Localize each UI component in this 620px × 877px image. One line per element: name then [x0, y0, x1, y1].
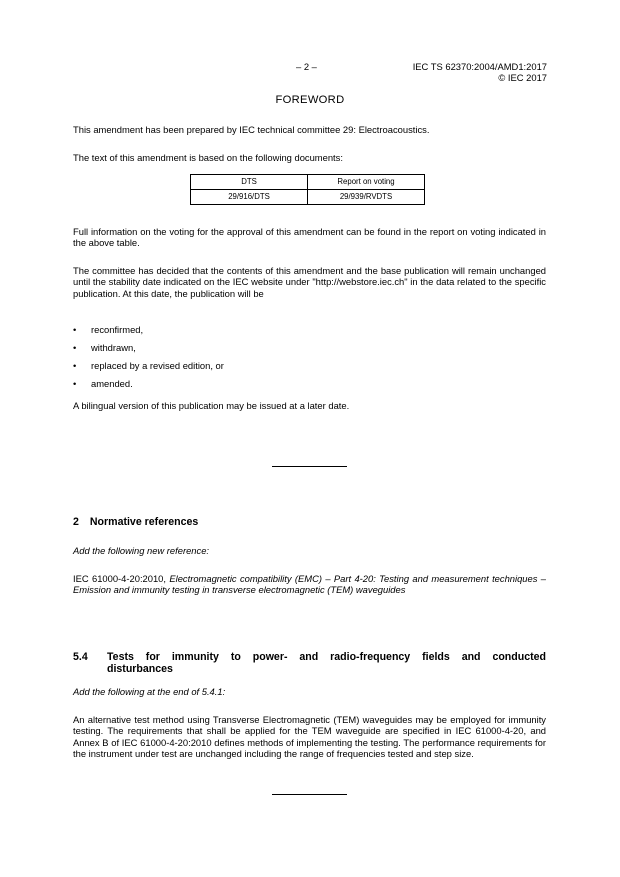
- bullet-icon: •: [73, 360, 77, 371]
- table-cell-report: 29/939/RVDTS: [308, 190, 425, 205]
- document-header: [413, 61, 547, 84]
- page-number: – 2 –: [296, 61, 317, 72]
- foreword-title: FOREWORD: [275, 94, 345, 106]
- section-2-heading: [73, 516, 546, 529]
- voting-info: Full information on the voting for the approval of this amendment can be found in the report on voting indicated in the above table.: [73, 226, 546, 249]
- committee-decision: The committee has decided that the contents of this amendment and the base publication will remain unchanged until the stability date indicated on the IEC website under "http://webstore.iec.ch" in the data related to the specific publication. At this date, the publication will be: [73, 265, 546, 299]
- section-divider: [272, 794, 347, 795]
- section-5-4-number: 5.4: [73, 651, 88, 663]
- section-2-reference: [73, 573, 546, 596]
- reference-title: Electromagnetic compatibility (EMC) – Part 4-20: Testing and measurement techniques – Emission and immunity testing in transverse electromagnetic (TEM) waveguides: [73, 573, 546, 596]
- section-5-4-title-line2: disturbances: [107, 663, 173, 675]
- section-5-4-instruction: Add the following at the end of 5.4.1:: [73, 686, 226, 697]
- copyright: © IEC 2017: [498, 72, 547, 84]
- table-cell-dts: 29/916/DTS: [191, 190, 308, 205]
- table-row: [191, 190, 425, 205]
- table-header-row: [191, 175, 425, 190]
- reference-code: IEC 61000-4-20:2010,: [73, 573, 167, 584]
- list-item-text: reconfirmed,: [91, 324, 144, 335]
- bilingual-note: A bilingual version of this publication may be issued at a later date.: [73, 400, 350, 411]
- section-divider: [272, 466, 347, 467]
- section-5-4-title-line1: Tests for immunity to power- and radio-frequency fields and conducted: [107, 651, 546, 663]
- section-2-instruction: Add the following new reference:: [73, 545, 210, 556]
- documents-intro: The text of this amendment is based on the following documents:: [73, 152, 343, 163]
- table-header-dts: DTS: [191, 175, 308, 190]
- bullet-icon: •: [73, 378, 77, 389]
- section-2-number: 2: [73, 516, 79, 528]
- list-item-text: amended.: [91, 378, 133, 389]
- bullet-icon: •: [73, 324, 77, 335]
- list-item-text: replaced by a revised edition, or: [91, 360, 224, 371]
- list-item-text: withdrawn,: [91, 342, 136, 353]
- foreword-intro: This amendment has been prepared by IEC technical committee 29: Electroacoustics.: [73, 124, 430, 135]
- bullet-icon: •: [73, 342, 77, 353]
- document-id: IEC TS 62370:2004/AMD1:2017: [412, 61, 547, 72]
- section-5-4-body: An alternative test method using Transverse Electromagnetic (TEM) waveguides may be employed for immunity testing. The requirements that shall be applied for the TEM waveguide are specified in IEC 61000-4-20, and Annex B of IEC 61000-4-20:2010 defines methods of implementing the testing. The performance requirements for the instrument under test are unchanged including the range of frequencies tested and step size.: [73, 714, 546, 760]
- section-2-title: Normative references: [89, 516, 199, 528]
- table-header-report: Report on voting: [308, 175, 425, 190]
- voting-documents-table: [190, 174, 425, 205]
